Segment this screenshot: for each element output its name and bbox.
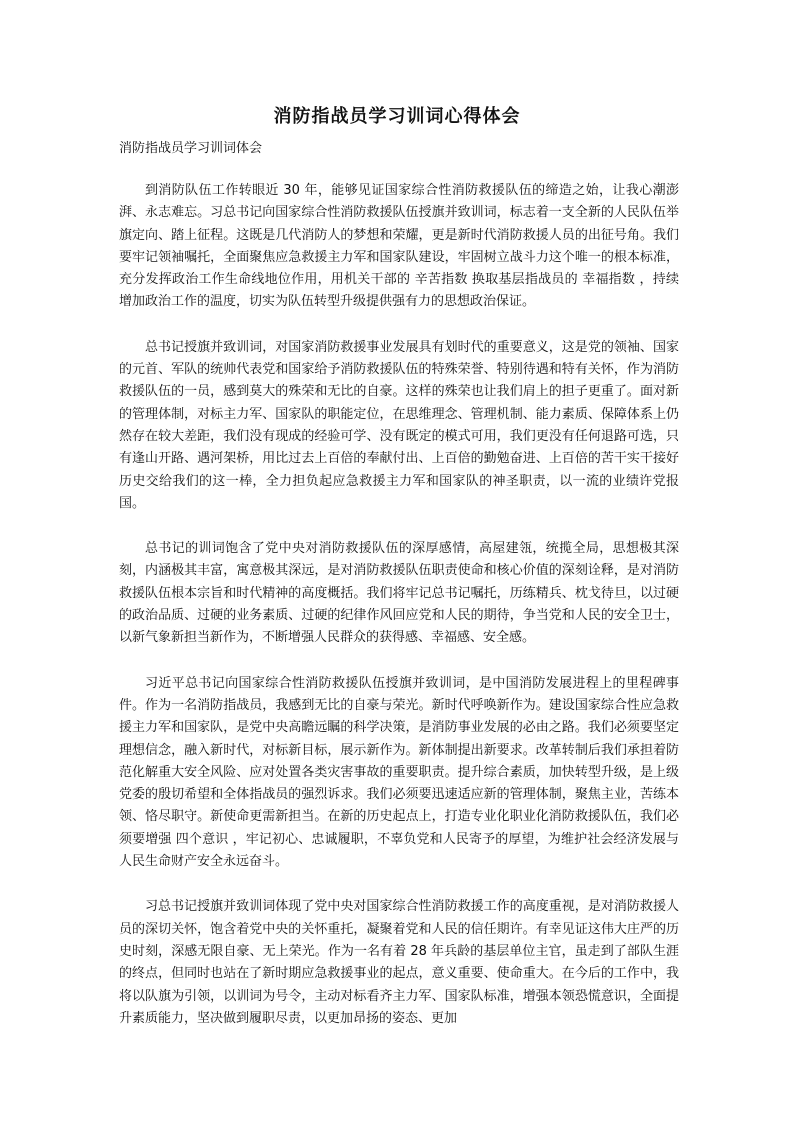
document-title: 消防指战员学习训词心得体会 [273,106,521,127]
paragraph: 习总书记授旗并致训词体现了党中央对国家综合性消防救援工作的高度重视，是对消防救援人员的深切关怀，饱含着党中央的关怀重托，凝聚着党和人民的信任期许。有幸见证这伟大庄严的历史时刻，深感无限自豪、无上荣光。作为一名有着 28 年兵龄的基层单位主官，虽走到了部队生涯的终点，但同时也站在了新时期应急救援事业的起点，意义重要、使命重大。在今后的工作中，我将以队旗为引领，以训词为号令，主动对标看齐主力军、国家队标准，增强本领恐慌意识，全面提升素质能力，坚决做到履职尽责，以更加昂扬的姿态、更加 [119,899,679,1026]
document-subtitle: 消防指战员学习训词体会 [119,141,263,156]
paragraph: 到消防队伍工作转眼近 30 年，能够见证国家综合性消防救援队伍的缔造之始，让我心潮澎湃、永志难忘。习总书记向国家综合性消防救援队伍授旗并致训词，标志着一支全新的人民队伍举旗定向、踏上征程。这既是几代消防人的梦想和荣耀，更是新时代消防救援人员的出征号角。我们要牢记领袖嘱托，全面聚焦应急救援主力军和国家队建设，牢固树立战斗力这个唯一的根本标准，充分发挥政治工作生命线地位作用，用机关干部的 辛苦指数 换取基层指战员的 幸福指数 ，持续增加政治工作的温度，切实为队伍转型升级提供强有力的思想政治保证。 [119,183,679,310]
paragraph: 习近平总书记向国家综合性消防救援队伍授旗并致训词，是中国消防发展进程上的里程碑事件。作为一名消防指战员，我感到无比的自豪与荣光。新时代呼唤新作为。建设国家综合性应急救援主力军和国家队，是党中央高瞻远瞩的科学决策，是消防事业发展的必由之路。我们必须要坚定理想信念，融入新时代，对标新目标，展示新作为。新体制提出新要求。改革转制后我们承担着防范化解重大安全风险、应对处置各类灾害事故的重要职责。提升综合素质，加快转型升级，是上级党委的殷切希望和全体指战员的强烈诉求。我们必须要迅速适应新的管理体制，聚焦主业，苦练本领、恪尽职守。新使命更需新担当。在新的历史起点上，打造专业化职业化消防救援队伍，我们必须要增强 四个意识 ，牢记初心、忠诚履职，不辜负党和人民寄予的厚望，为维护社会经济发展与人民生命财产安全永远奋斗。 [119,675,679,870]
document-body [119,180,679,1053]
paragraph: 总书记授旗并致训词，对国家消防救援事业发展具有划时代的重要意义，这是党的领袖、国家的元首、军队的统帅代表党和国家给予消防救援队伍的特殊荣誉、特别待遇和特有关怀，作为消防救援队伍的一员，感到莫大的殊荣和无比的自豪。这样的殊荣也让我们肩上的担子更重了。面对新的管理体制，对标主力军、国家队的职能定位，在思维理念、管理机制、能力素质、保障体系上仍然存在较大差距，我们没有现成的经验可学、没有既定的模式可用，我们更没有任何退路可选，只有逢山开路、遇河架桥，用比过去上百倍的奉献付出、上百倍的勤勉奋进、上百倍的苦干实干接好历史交给我们的这一棒，全力担负起应急救援主力军和国家队的神圣职责，以一流的业绩许党报国。 [119,339,679,511]
paragraph: 总书记的训词饱含了党中央对消防救援队伍的深厚感情，高屋建瓴，统揽全局，思想极其深刻，内涵极其丰富，寓意极其深远，是对消防救援队伍职责使命和核心价值的深刻诠释，是对消防救援队伍根本宗旨和时代精神的高度概括。我们将牢记总书记嘱托，历练精兵、枕戈待旦，以过硬的政治品质、过硬的业务素质、过硬的纪律作风回应党和人民的期待，争当党和人民的安全卫士，以新气象新担当新作为，不断增强人民群众的获得感、幸福感、安全感。 [119,541,679,646]
